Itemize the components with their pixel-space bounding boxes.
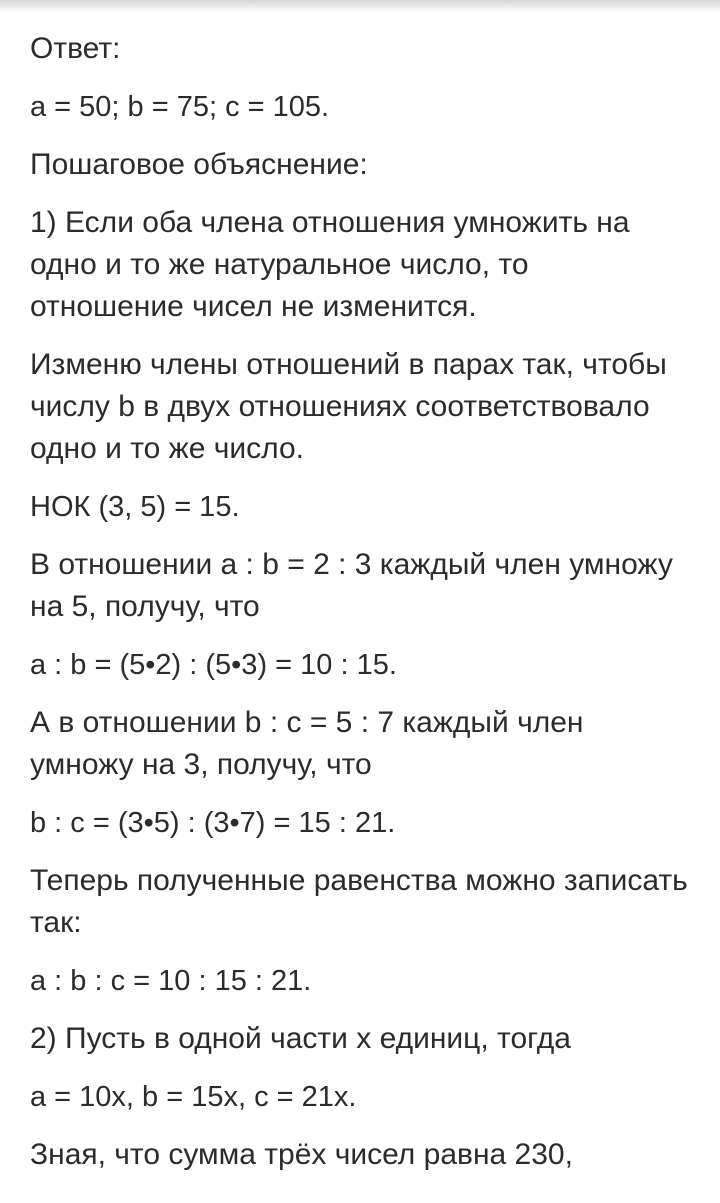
explanation-label: Пошаговое объяснение: — [30, 148, 368, 181]
step2-calc: a = 10x, b = 15x, c = 21x. — [30, 1081, 357, 1113]
step2-text: 2) Пусть в одной части х единиц, тогда — [30, 1022, 571, 1055]
step1-rule: 1) Если оба члена отношения умножить на одно и то же натуральное число, то отношение чисел не изменится. — [30, 206, 630, 323]
sum-text: Зная, что сумма трёх чисел равна 230, — [30, 1138, 573, 1171]
top-edge-shadow — [0, 0, 720, 12]
step1-plan: Изменю члены отношений в парах так, чтобы числу b в двух отношениях соответствовало одно и то же число. — [30, 348, 667, 465]
ratio-bc-calc: b : c = (3•5) : (3•7) = 15 : 21. — [30, 807, 396, 839]
answer-value: a = 50; b = 75; c = 105. — [30, 91, 330, 123]
combined-text: Теперь полученные равенства можно записать так: — [30, 864, 688, 939]
ratio-bc-text: А в отношении b : c = 5 : 7 каждый член умножу на 3, получу, что — [30, 706, 584, 781]
combined-calc: a : b : c = 10 : 15 : 21. — [30, 965, 312, 997]
lcm-line: НОК (3, 5) = 15. — [30, 491, 240, 523]
ratio-ab-text: В отношении a : b = 2 : 3 каждый член умножу на 5, получу, что — [30, 548, 673, 623]
solution-text — [30, 28, 690, 1192]
ratio-ab-calc: a : b = (5•2) : (5•3) = 10 : 15. — [30, 649, 397, 681]
answer-label: Ответ: — [30, 32, 121, 65]
